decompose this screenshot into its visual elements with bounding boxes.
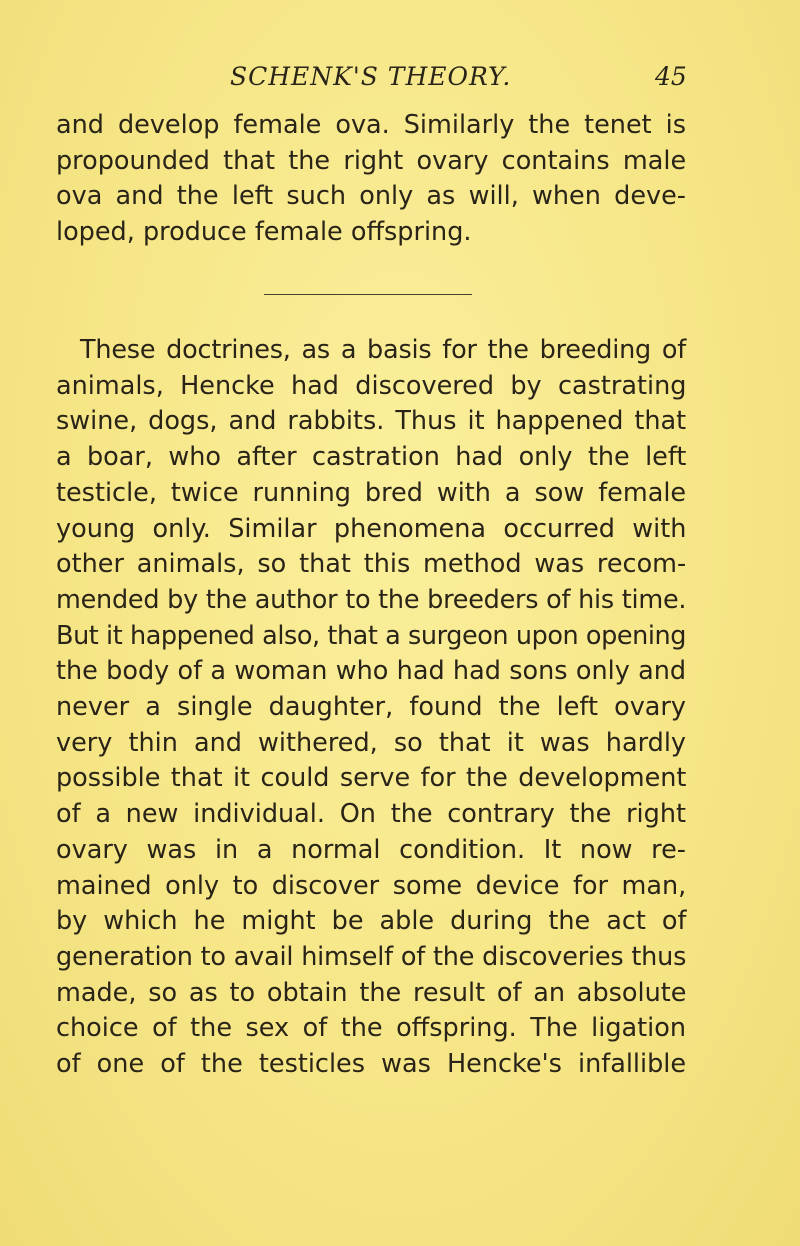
text-line: ovary was in a normal condition. It now re-	[56, 834, 686, 865]
running-title: SCHENK'S THEORY.	[230, 62, 512, 91]
text-line: very thin and withered, so that it was hardly	[56, 727, 686, 758]
running-head	[0, 62, 800, 98]
text-line: loped, produce female offspring.	[56, 217, 472, 248]
text-line: of a new individual. On the contrary the right	[56, 799, 686, 830]
page-number: 45	[655, 62, 687, 91]
text-line: a boar, who after castration had only the left	[56, 442, 687, 473]
text-line: swine, dogs, and rabbits. Thus it happened that	[56, 406, 687, 437]
paragraph-1	[56, 108, 686, 251]
text-line: mended by the author to the breeders of his time.	[56, 584, 687, 615]
text-line: and develop female ova. Similarly the tenet is	[56, 110, 686, 140]
text-line: But it happened also, that a surgeon upon opening	[56, 620, 686, 651]
text-line: possible that it could serve for the development	[56, 763, 687, 794]
text-line: never a single daughter, found the left ovary	[56, 692, 686, 723]
text-line: ova and the left such only as will, when deve-	[56, 181, 686, 212]
text-line: made, so as to obtain the result of an absolute	[56, 977, 687, 1008]
text-line: These doctrines, as a basis for the breeding of	[80, 335, 686, 365]
text-line: testicle, twice running bred with a sow female	[56, 477, 687, 508]
text-line: choice of the sex of the offspring. The ligation	[56, 1013, 686, 1044]
text-line: animals, Hencke had discovered by castrating	[56, 370, 687, 401]
text-line: young only. Similar phenomena occurred with	[56, 513, 687, 544]
text-line: other animals, so that this method was recom-	[56, 549, 687, 580]
section-separator	[264, 294, 472, 295]
text-line: by which he might be able during the act of	[56, 906, 687, 937]
text-line: generation to avail himself of the discoveries thus	[56, 941, 687, 972]
text-line: of one of the testicles was Hencke's infallible	[56, 1049, 687, 1080]
paragraph-2	[56, 333, 686, 1083]
text-line: mained only to discover some device for man,	[56, 870, 687, 901]
text-line: propounded that the right ovary contains male	[56, 145, 687, 176]
text-line: the body of a woman who had had sons only and	[56, 656, 687, 687]
